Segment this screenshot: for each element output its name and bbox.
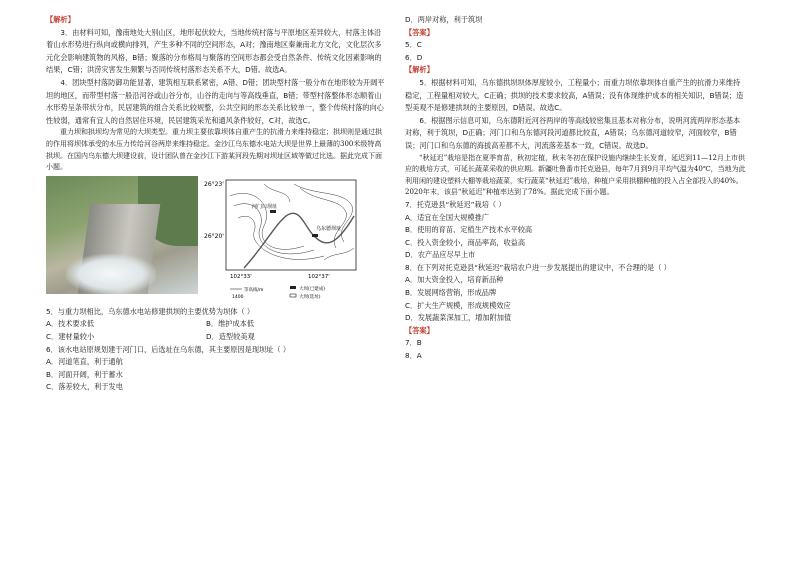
- answer-7: 7．B: [405, 338, 422, 348]
- legend-contour: 等高线/m: [244, 287, 264, 293]
- q6-stem: 6．该水电站原规划建于河门口，后选址在乌东德，其主要原因是现坝址（ ）: [46, 344, 291, 354]
- legend-contour-val: 1400: [232, 294, 244, 300]
- left-column: [46, 14, 386, 394]
- analysis-heading-2: 【解析】: [405, 65, 434, 75]
- q5-option-c: C．建材量较小: [46, 331, 95, 341]
- passage-dam: 重力坝和拱坝均为常见的大坝类型。重力坝主要依靠坝体自重产生的抗滑力来维持稳定；拱坝则是通过拱的作用将坝体承受的水压力传给河谷两岸来维持稳定。金沙江乌东德水电站大坝是世界上最薄的300米级特高拱坝。在国内乌东德大坝建设前，设计团队曾在金沙江下游某河段先期对坝址区域等做过比选。据此完成下面小题。: [46, 128, 382, 172]
- q7-option-d: D．农产品应尽早上市: [405, 250, 476, 260]
- q7-option-a: A．适宜在全国大规模推广: [405, 212, 489, 222]
- q6-option-c: C．落差较大，利于发电: [46, 382, 123, 392]
- lon-right: 102°37': [308, 273, 330, 280]
- dam-site-map: [204, 176, 362, 304]
- q5-stem: 5．与重力坝相比，乌东德水电站修建拱坝的主要优势为坝体（ ）: [46, 306, 255, 316]
- q7-option-b: B．使用的育苗、定植生产技术水平较高: [405, 225, 533, 235]
- analysis-6: 6．根据图示信息可知，乌东德附近河谷两岸的等高线较密集且基本对称分布，说明河流两岸形态基本对称，利于筑坝，D正确；河门口和乌东德河段河道都比较直，A错误；乌东德河道较窄，河面较窄，B错误；河门口和乌东德的海拔高差都不大，河流落差基本一致，C错误。故选D。: [405, 115, 741, 150]
- q7-stem: 7．托克逊县“秋延迟”栽培（ ）: [405, 199, 506, 209]
- dam-photo: [46, 176, 198, 294]
- lon-left: 102°33': [230, 273, 252, 280]
- q8-option-c: C．扩大生产规模，形成规模效应: [405, 300, 511, 310]
- q5-option-a: A．技术要求低: [46, 319, 95, 329]
- answer-5: 5．C: [405, 40, 422, 50]
- q6-option-b: B．河面开阔，利于蓄水: [46, 369, 123, 379]
- q5-option-b: B．维护成本低: [206, 319, 255, 329]
- analysis-q3: 3．由材料可知，豫南地处大别山区，地形起伏较大，当地传统村落与平原地区差异较大，村落主体沿着山水形势进行纵向或横向排列，产生多种不同的空间形态，A对；豫南地区秦兼南北方文化，文化层次多元化会影响建筑物的风格，B错；聚落的分布格局与聚落的空间形态都会受自然条件、传统文化因素影响的结果，C错；洪涝灾害发生频繁与否同传统村落形态关系不大，D错。故选A。: [46, 27, 382, 75]
- answer-6: 6．D: [405, 52, 423, 62]
- q8-option-a: A．加大资金投入，培育新品种: [405, 275, 504, 285]
- lat-top: 26°23': [204, 180, 224, 188]
- analysis-heading: 【解析】: [46, 15, 75, 24]
- q6-option-a: A．河道笔直，利于通航: [46, 357, 123, 367]
- map-label-hemenkou: 河门口坝址: [252, 203, 278, 210]
- right-column: [405, 14, 747, 363]
- answer-heading-2: 【答案】: [405, 325, 434, 335]
- legend-dam-built: 大坝(已建成): [299, 286, 326, 292]
- q8-stem: 8．在下列对托克逊县“秋延迟”栽培农户进一步发展提出的建议中，不合理的是（ ）: [405, 262, 671, 272]
- answer-8: 8．A: [405, 351, 422, 361]
- figure-row: [46, 176, 386, 304]
- legend-dam-site: 大坝(选址): [299, 294, 321, 300]
- answer-heading: 【答案】: [405, 27, 434, 37]
- q7-option-c: C．投入资金较小，商品率高，收益高: [405, 237, 526, 247]
- map-label-wudongde: 乌东德坝址: [316, 225, 342, 232]
- q8-option-d: D．发展蔬菜深加工，增加附加值: [405, 313, 512, 323]
- q6-option-d: D．两岸对称，利于筑坝: [405, 15, 483, 24]
- q8-option-b: B．发展网络营销，形成品牌: [405, 288, 497, 298]
- analysis-5: 5．根据材料可知，乌东德拱坝坝体厚度较小，工程量小；而重力坝依靠坝体自重产生的抗滑力来维持稳定，工程量相对较大，C正确；拱坝的技术要求较高，A错误；没有体现维护成本的相关知识，B错误；造型美观不是修建拱坝的主要原因，D错误。故选C。: [405, 77, 744, 113]
- q5-options-row1: [46, 318, 366, 331]
- lat-bottom: 26°20': [204, 232, 224, 240]
- q5-options-row2: [46, 331, 366, 344]
- passage-autumn: “秋延迟”栽培是指在夏季育苗，秋初定植，秋末冬初在保护设施内继续生长发育，延迟到11—12月上市供应的栽培方式，可延长蔬菜采收的供应期。新疆吐鲁番市托克逊县，每年7月到9月平均气温为40℃，当地为此利用闲的建设塑料大棚等栽培蔬菜，实行蔬菜“秋延迟”栽培，种植户采用拱棚种植的投入占全部投入的40%。2020年末，该县“秋延迟”种植率达到了78%。据此完成下面小题。: [405, 153, 746, 197]
- q5-option-d: D．造型较美观: [206, 331, 255, 341]
- analysis-q4: 4．团块型村落防御功能显著，建筑相互联系紧密，A错、D错；团块型村落一般分布在地形较为开阔平坦的地区，而带型村落一般沿河谷或山谷分布，山谷的走向与等高线垂直，B错；带型村落整体形态顺着山水形势呈条带状分布，民居建筑的组合关系比较规整，公共空间的形态关系比较单一，整个传统村落的向心性较弱，通常有宜人的自然居住环境，民居建筑采光和通风条件较好，C对，故选C。: [46, 77, 385, 125]
